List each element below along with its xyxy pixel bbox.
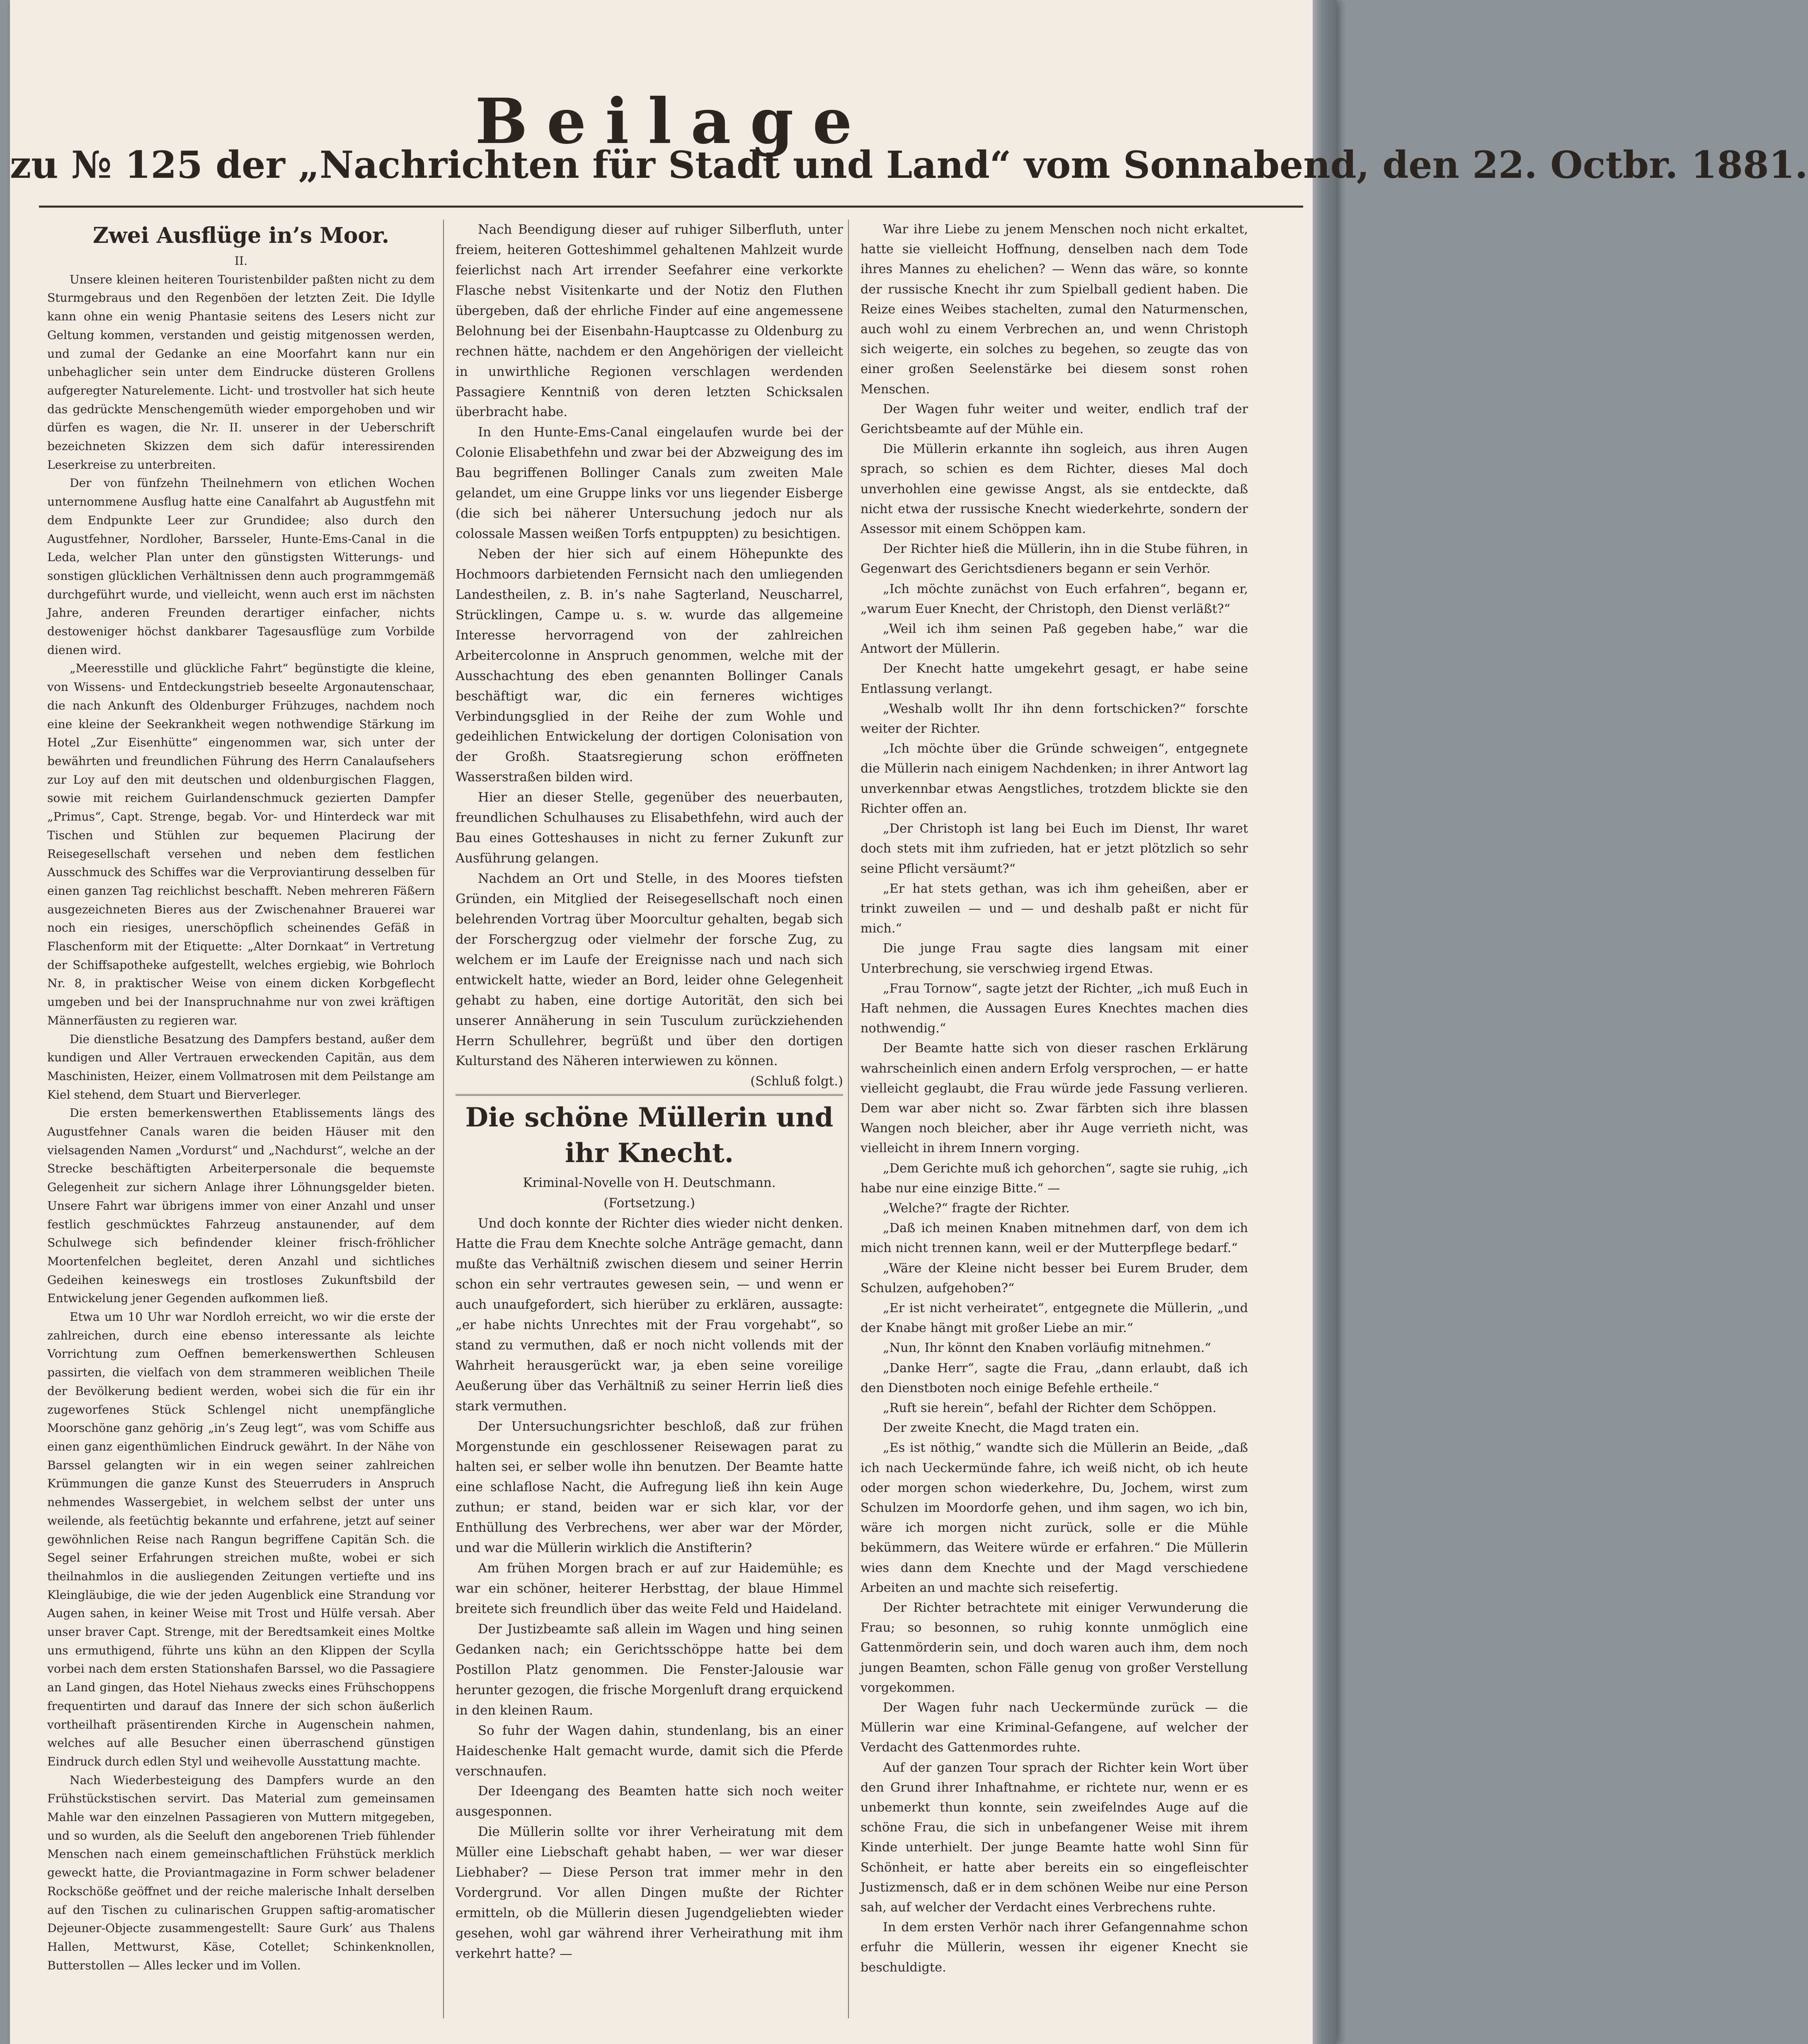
paragraph: Etwa um 10 Uhr war Nordloh erreicht, wo wir die erste der zahlreichen, durch eine ebenso interessante als leichte Vorrichtung zum Oeffnen bemerkenswerthen Schleusen passirten, die vielfach von dem strammeren weiblichen Theile der Bevölkerung bedient werden, wobei sich die für ein ihr zugeworfenes Stück Schlengel nicht unempfängliche Moorschöne ganz gehörig „in’s Zeug legt“, was vom Schiffe aus einen ganz eigenthümlichen Eindruck gewährt. In der Nähe von Barssel gelangten wir in ein wegen seiner zahlreichen Krümmungen die ganze Kunst des Steuerruders in Anspruch nehmendes Wassergebiet, in welchem selbst der unter uns weilende, als feetüchtig bekannte und erfahrene, jetzt auf seiner gewöhnlichen Reise nach Rangun begriffene Capitän Sch. die Segel seiner Erfahrungen streichen mußte, wobei er sich theilnahmlos in die ausliegenden Zeitungen vertiefte und ins Kleingläubige, die wie der jeden Augenblick eine Strandung vor Augen sahen, in keiner Weise mit Trost und Hülfe versah. Aber unser braver Capt. Strenge, mit der Beredtsamkeit eines Moltke uns ermuthigend, führte uns kühn an den Klippen der Scylla vorbei nach dem ersten Stationshafen Barssel, wo die Passagiere an Land gingen, das Hotel Niehaus zwecks eines Frühschoppens frequentirten und darauf das Innere der sich schon äußerlich vortheilhaft präsentirenden Kirche in Augenschein nahmen, welches auf alle Besucher einen überraschend günstigen Eindruck durch edlen Styl und weihevolle Ausstattung machte. <box>47 1310 435 1768</box>
paragraph: Unsere kleinen heiteren Touristenbilder paßten nicht zu dem Sturmgebraus und den Regenböen der letzten Zeit. Die Idylle kann ohne ein wenig Phantasie seitens des Lesers nicht zur Geltung kommen, verstanden und geistig mitgenossen werden, und zumal der Gedanke an eine Moorfahrt kann nur ein unbehaglicher sein unter dem Eindrucke düsteren Grollens aufgeregter Naturelemente. Licht- und trostvoller hat sich heute das gedrückte Menschengemüth wieder emporgehoben und wir dürfen es wagen, die Nr. II. unserer in der Ueberschrift bezeichneten Skizzen dem sich dafür interessirenden Leserkreise zu unterbreiten. <box>47 272 435 472</box>
paragraph: Der Richter hieß die Müllerin, ihn in die Stube führen, in Gegenwart des Gerichtsdieners begann er sein Verhör. <box>860 542 1248 576</box>
novel-byline: Kriminal-Novelle von H. Deutschmann. <box>523 1175 776 1191</box>
paragraph: „Ruft sie herein“, befahl der Richter dem Schöppen. <box>883 1400 1217 1415</box>
paragraph: Und doch konnte der Richter dies wieder nicht denken. Hatte die Frau dem Knechte solche Anträge gemacht, dann mußte das Verhältniß zwischen diesem und seiner Herrin schon ein sehr vertrautes gewesen sein, — und wenn er auch unaufgefordert, sich hierüber zu erklären, aussagte: „er habe nichts Unrechtes mit der Frau vorgehabt“, so stand zu vermuthen, daß er noch nicht vollends mit der Wahrheit herausgerückt war, ja eben seine voreilige Aeußerung über das Verhältniß zu seiner Herrin ließ dies stark vermuthen. <box>456 1216 843 1414</box>
masthead-subtitle: zu № 125 der „Nachrichten für Stadt und Land“ vom Sonnabend, den 22. Octbr. 1881. <box>10 143 1808 187</box>
paragraph: „Nun, Ihr könnt den Knaben vorläufig mitnehmen.“ <box>883 1341 1211 1356</box>
paragraph: „Wäre der Kleine nicht besser bei Eurem Bruder, dem Schulzen, aufgehoben?“ <box>860 1261 1248 1296</box>
paragraph: Der zweite Knecht, die Magd traten ein. <box>883 1421 1139 1436</box>
masthead-rule <box>39 206 1303 208</box>
paragraph: „Es ist nöthig,“ wandte sich die Müllerin an Beide, „daß ich nach Ueckermünde fahre, ich weiß nicht, ob ich heute oder morgen schon wiederkehre, Du, Jochem, wirst zum Schulzen im Moordorfe gehen, und ihm sagen, wo ich bin, wäre ich morgen nicht zurück, solle er die Mühle bekümmern, das Weitere würde er erfahren.“ Die Müllerin wies dann dem Knechte und der Magd verschiedene Arbeiten an und machte sich reisefertig. <box>860 1441 1248 1595</box>
paragraph: Die dienstliche Besatzung des Dampfers bestand, außer dem kundigen und Aller Vertrauen erweckenden Capitän, aus dem Maschinisten, Heizer, einem Vollmatrosen mit dem Peilstange am Kiel stehend, dem Stuart und Bierverleger. <box>47 1032 435 1102</box>
paragraph: War ihre Liebe zu jenem Menschen noch nicht erkaltet, hatte sie vielleicht Hoffnung, denselben nach dem Tode ihres Mannes zu ehelichen? — Wenn das wäre, so konnte der russische Knecht ihr zum Spielball gedient haben. Die Reize eines Weibes stachelten, zumal den Naturmenschen, auch wohl zu einem Verbrechen an, und wenn Christoph sich weigerte, ein solches zu begehen, so zeugte das von einer großen Seelenstärke bei diesem sonst rohen Menschen. <box>860 222 1248 397</box>
paragraph: Der Untersuchungsrichter beschloß, daß zur frühen Morgenstunde ein geschlossener Reisewagen parat zu halten sei, er selber wolle ihn benutzen. Der Beamte hatte eine schlaflose Nacht, die Aufregung ließ ihn kein Auge zuthun; er stand, beiden war er sich klar, vor der Enthüllung des Verbrechens, wer aber war der Mörder, und war die Müllerin wirklich die Anstifterin? <box>456 1419 843 1556</box>
paragraph: „Welche?“ fragte der Richter. <box>883 1201 1070 1216</box>
article-separator <box>456 1094 843 1096</box>
column-divider <box>443 220 444 2018</box>
novel-title: Die schöne Müllerin und ihr Knecht. <box>465 1102 834 1169</box>
newspaper-page <box>10 0 1808 2044</box>
article-title: Zwei Ausflüge in’s Moor. <box>93 223 389 248</box>
masthead-title: Beilage <box>475 85 871 158</box>
paragraph: „Frau Tornow“, sagte jetzt der Richter, „ich muß Euch in Haft nehmen, die Aussagen Eures Knechtes machen dies nothwendig.“ <box>860 981 1248 1036</box>
to-be-continued: (Schluß folgt.) <box>750 1074 843 1089</box>
paragraph: Nach Beendigung dieser auf ruhiger Silberfluth, unter freiem, heiteren Gotteshimmel gehaltenen Mahlzeit wurde feierlichst nach Art irrender Seefahrer eine verkorkte Flasche nebst Visitenkarte und der Notiz den Fluthen übergeben, daß der ehrliche Finder auf eine angemessene Belohnung bei der Eisenbahn-Hauptcasse zu Oldenburg zu rechnen hätte, nachdem er den Angehörigen der vielleicht in unwirthliche Regionen verschlagen werdenden Passagiere Kenntniß von deren letzten Schicksalen überbracht habe. <box>456 222 843 420</box>
article-part: II. <box>234 254 248 268</box>
novel-continued: (Fortsetzung.) <box>603 1196 695 1211</box>
paragraph: „Er ist nicht verheiratet“, entgegnete die Müllerin, „und der Knabe hängt mit großer Liebe an mir.“ <box>860 1301 1248 1336</box>
column-1 <box>47 220 435 2018</box>
paragraph: „Meeresstille und glückliche Fahrt“ begünstigte die kleine, von Wissens- und Entdeckungstrieb beseelte Argonautenschaar, die nach Ankunft des Oldenburger Frühzuges, nachdem noch eine kleine der Seekrankheit wegen nothwendige Stärkung im Hotel „Zur Eisenhütte“ eingenommen war, sich unter der bewährten und freundlichen Führung des Herrn Canalaufsehers zur Loy auf den mit deutschen und oldenburgischen Flaggen, sowie mit reichem Guirlandenschmuck gezierten Dampfer „Primus“, Capt. Strenge, begab. Vor- und Hinterdeck war mit Tischen und Stühlen zur bequemen Placirung der Reisegesellschaft versehen und neben dem festlichen Ausschmuck des Schiffes war die Verproviantirung desselben für einen ganzen Tag reichlichst beschafft. Neben mehreren Fäßern ausgezeichneten Bieres aus der Zwischenahner Brauerei war noch ein riesiges, unerschöpflich scheinendes Gefäß in Flaschenform mit der Etiquette: „Alter Dornkaat“ in Vertretung der Schiffsapotheke aufgestellt, welches ergiebig, wie Bohrloch Nr. 8, in praktischer Weise von einem dicken Korbgeflecht umgeben und bei der Inanspruchnahme nur von zwei kräftigen Männerfäusten zu regieren war. <box>47 661 435 1027</box>
page-edge <box>1313 0 1336 2044</box>
paragraph: „Der Christoph ist lang bei Euch im Dienst, Ihr waret doch stets mit ihm zufrieden, hat er jetzt plötzlich so sehr seine Pflicht versäumt?“ <box>860 821 1248 876</box>
paragraph: Nachdem an Ort und Stelle, in des Moores tiefsten Gründen, ein Mitglied der Reisegesellschaft noch einen belehrenden Vortrag über Moorcultur gehalten, begab sich der Forschergzug oder vielmehr der forsche Zug, zu welchem er im Laufe der Ereignisse nach und nach sich entwickelt hatte, wieder an Bord, leider ohne Gelegenheit gehabt zu haben, eine dortige Autorität, den sich bei unserer Annäherung in sein Tusculum zurückziehenden Herrn Schullehrer, begrüßt und über den dortigen Kulturstand des Näheren interwiewen zu können. <box>456 871 843 1069</box>
paragraph: Der Wagen fuhr nach Ueckermünde zurück — die Müllerin war eine Kriminal-Gefangene, auf welcher der Verdacht des Gattenmordes ruhte. <box>860 1700 1248 1755</box>
paragraph: Der Richter betrachtete mit einiger Verwunderung die Frau; so besonnen, so ruhig konnte unmöglich eine Gattenmörderin sein, und doch waren auch ihm, dem noch jungen Beamten, schon Fälle genug von großer Verstellung vorgekommen. <box>860 1601 1248 1695</box>
paragraph: „Weshalb wollt Ihr ihn denn fortschicken?“ forschte weiter der Richter. <box>860 701 1248 736</box>
paragraph: Der Wagen fuhr weiter und weiter, endlich traf der Gerichtsbeamte auf der Mühle ein. <box>860 402 1248 437</box>
paragraph: „Dem Gerichte muß ich gehorchen“, sagte sie ruhig, „ich habe nur eine einzige Bitte.“ — <box>860 1161 1248 1196</box>
column-2 <box>456 220 843 2018</box>
paragraph: Die junge Frau sagte dies langsam mit einer Unterbrechung, sie verschwieg irgend Etwas. <box>860 941 1248 976</box>
paragraph: Der von fünfzehn Theilnehmern von etlichen Wochen unternommene Ausflug hatte eine Canalfahrt ab Augustfehn mit dem Endpunkte Leer zur Grundidee; also durch den Augustfehner, Nordloher, Barsseler, Hunte-Ems-Canal in die Leda, welcher Plan unter den günstigsten Witterungs- und sonstigen glücklichen Verhältnissen denn auch programmgemäß durchgeführt wurde, und vielleicht, wenn auch erst im nächsten Jahre, anderen Freunden derartiger einfacher, nichts destoweniger höchst dankbarer Tagesausflüge zum Vorbilde dienen wird. <box>47 476 435 657</box>
paragraph: Neben der hier sich auf einem Höhepunkte des Hochmoors darbietenden Fernsicht nach den umliegenden Landestheilen, z. B. in’s nahe Sagterland, Neuscharrel, Strücklingen, Campe u. s. w. wurde das allgemeine Interesse hervorragend von der zahlreichen Arbeitercolonne in Anspruch genommen, welche mit der Ausschachtung des eben genannten Bollinger Canals beschäftigt war, dic ein ferneres wichtiges Verbindungsglied in der Reihe der zum Wohle und gedeihlichen Entwickelung der dortigen Colonisation von der Großh. Staatsregierung schon eröffneten Wasserstraßen bilden wird. <box>456 547 843 785</box>
paragraph: Nach Wiederbesteigung des Dampfers wurde an den Frühstückstischen servirt. Das Material zum gemeinsamen Mahle war den einzelnen Passagieren von Muttern mitgegeben, und so wurden, als die Seeluft den angeborenen Trieb fühlender Menschen nach einem gemeinschaftlichen Frühstück merklich geweckt hatte, die Proviantmagazine in Form schwer beladener Rockschöße geöffnet und der reiche malerische Inhalt derselben auf den Tischen zu culinarischen Gruppen saftig-aromatischer Dejeuner-Objecte zusammengestellt: Saure Gurk’ aus Thalens Hallen, Mettwurst, Käse, Cotellet; Schinkenknollen, Butterstollen — Alles lecker und im Vollen. <box>47 1773 435 1972</box>
paragraph: „Weil ich ihm seinen Paß gegeben habe,“ war die Antwort der Müllerin. <box>860 622 1248 656</box>
paragraph: Am frühen Morgen brach er auf zur Haidemühle; es war ein schöner, heiterer Herbsttag, der blaue Himmel breitete sich freundlich über das weite Feld und Haideland. <box>456 1561 843 1616</box>
paragraph: „Danke Herr“, sagte die Frau, „dann erlaubt, daß ich den Dienstboten noch einige Befehle ertheile.“ <box>860 1361 1248 1395</box>
paragraph: Der Justizbeamte saß allein im Wagen und hing seinen Gedanken nach; ein Gerichtsschöppe hatte bei dem Postillon Platz genommen. Die Fenster-Jalousie war herunter gezogen, die frische Morgenluft drang erquickend in den kleinen Raum. <box>456 1621 843 1718</box>
paragraph: Hier an dieser Stelle, gegenüber des neuerbauten, freundlichen Schulhauses zu Elisabethfehn, wird auch der Bau eines Gotteshauses in nicht zu ferner Zukunft zur Ausführung gelangen. <box>456 790 843 866</box>
paragraph: In den Hunte-Ems-Canal eingelaufen wurde bei der Colonie Elisabethfehn und zwar bei der Abzweigung des im Bau begriffenen Bollinger Canals zum zweiten Male gelandet, um eine Gruppe links vor uns liegender Eisberge (die sich bei näherer Untersuchung jedoch nur als colossale Massen weißen Torfs entpuppten) zu besichtigen. <box>456 425 843 542</box>
paragraph: Die Müllerin erkannte ihn sogleich, aus ihren Augen sprach, so schien es dem Richter, dieses Mal doch unverhohlen eine gewisse Angst, als sie entdeckte, daß nicht etwa der russische Knecht wiederkehrte, sondern der Assessor mit einem Schöppen kam. <box>860 442 1248 537</box>
paragraph: Der Ideengang des Beamten hatte sich noch weiter ausgesponnen. <box>456 1784 843 1819</box>
column-divider <box>848 220 849 2018</box>
paragraph: Der Knecht hatte umgekehrt gesagt, er habe seine Entlassung verlangt. <box>860 661 1248 696</box>
paragraph: Die Müllerin sollte vor ihrer Verheiratung mit dem Müller eine Liebschaft gehabt haben, — wer war dieser Liebhaber? — Diese Person trat immer mehr in den Vordergrund. Vor allen Dingen mußte der Richter ermitteln, ob die Müllerin diesen Jugendgeliebten wieder gesehen, wohl gar während ihrer Verheirathung mit ihm verkehrt hatte? — <box>456 1824 843 1961</box>
paragraph: Auf der ganzen Tour sprach der Richter kein Wort über den Grund ihrer Inhaftnahme, er richtete nur, wenn er es unbemerkt thun konnte, sein zweifelndes Auge auf die schöne Frau, die sich in unbefangener Weise mit ihrem Kinde unterhielt. Der junge Beamte hatte wohl Sinn für Schönheit, er hatte aber bereits ein so eingefleischter Justizmensch, daß er in dem schönen Weibe nur eine Person sah, auf welcher der Verdacht eines Verbrechens ruhte. <box>860 1760 1248 1915</box>
column-3 <box>860 220 1248 2018</box>
paragraph: „Ich möchte zunächst von Euch erfahren“, begann er, „warum Euer Knecht, der Christoph, den Dienst verläßt?“ <box>860 581 1248 616</box>
paragraph: In dem ersten Verhör nach ihrer Gefangennahme schon erfuhr die Müllerin, wessen ihr eigener Knecht sie beschuldigte. <box>860 1920 1248 1975</box>
paragraph: Der Beamte hatte sich von dieser raschen Erklärung wahrscheinlich einen andern Erfolg versprochen, — er hatte vielleicht geglaubt, die Frau würde jede Fassung verlieren. Dem war aber nicht so. Zwar färbten sich ihre blassen Wangen noch bleicher, aber ihr Auge verrieth nicht, was vielleicht in ihrem Innern vorging. <box>860 1041 1248 1156</box>
paragraph: So fuhr der Wagen dahin, stundenlang, bis an einer Haideschenke Halt gemacht wurde, damit sich die Pferde verschnaufen. <box>456 1723 843 1779</box>
paragraph: „Ich möchte über die Gründe schweigen“, entgegnete die Müllerin nach einigem Nachdenken; in ihrer Antwort lag unverkennbar etwas Aengstliches, trotzdem blickte sie den Richter offen an. <box>860 741 1248 816</box>
paragraph: Die ersten bemerkenswerthen Etablissements längs des Augustfehner Canals waren die beiden Häuser mit den vielsagenden Namen „Vordurst“ und „Nachdurst“, welche an der Strecke beschäftigten Arbeiterpersonale die bequemste Gelegenheit zur sichern Anlage ihrer Löhnungsgelder bieten. Unsere Fahrt war übrigens immer von einer Anzahl und unser festlich geschmücktes Fahrzeug anstaunender, auf dem Schulwege sich befindender kleiner frisch-fröhlicher Moortenfelchen begleitet, deren Anzahl und sichtliches Gedeihen keineswegs ein trostloses Zukunftsbild der Entwickelung jener Gegenden aufkommen ließ. <box>47 1106 435 1305</box>
paragraph: „Er hat stets gethan, was ich ihm geheißen, aber er trinkt zuweilen — und — und deshalb paßt er nicht für mich.“ <box>860 881 1248 936</box>
paragraph: „Daß ich meinen Knaben mitnehmen darf, von dem ich mich nicht trennen kann, weil er der Mutterpflege bedarf.“ <box>860 1221 1248 1256</box>
